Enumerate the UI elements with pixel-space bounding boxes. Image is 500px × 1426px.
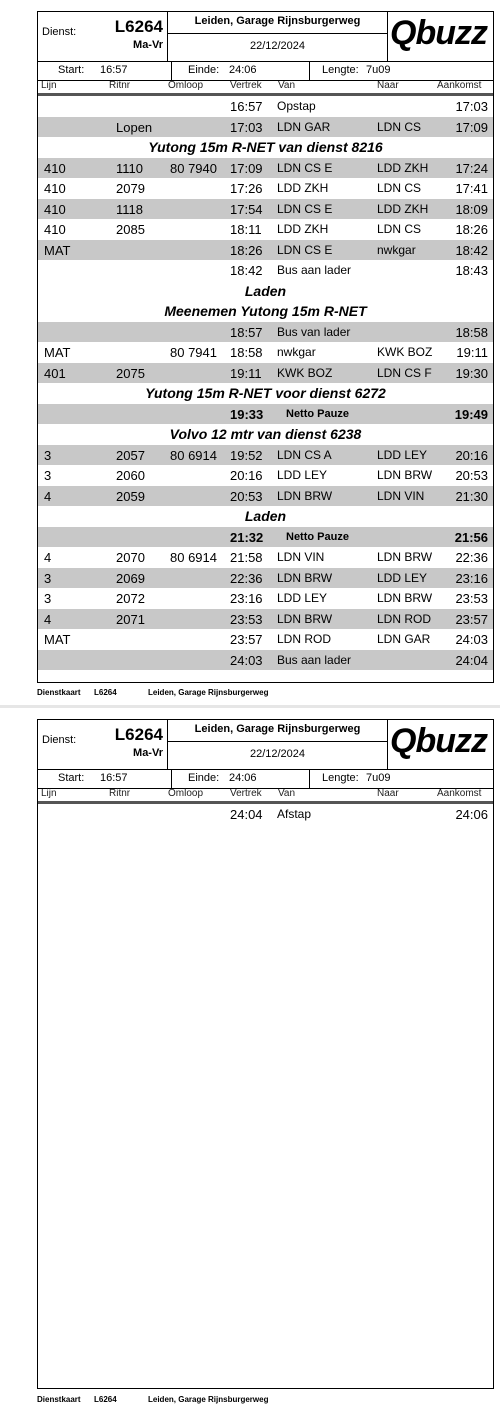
cell-vertrek: 21:32 xyxy=(230,529,264,545)
col-lijn: Lijn xyxy=(41,80,57,91)
service-date: 22/12/2024 xyxy=(249,748,306,760)
schedule-rows xyxy=(38,96,493,670)
cell-aankomst: 18:09 xyxy=(455,201,488,217)
cell-aankomst: 19:11 xyxy=(456,345,488,360)
cell-aankomst: 24:04 xyxy=(455,652,488,668)
section-header: Meenemen Yutong 15m R-NET xyxy=(164,303,367,319)
col-van: Van xyxy=(278,80,296,91)
table-row xyxy=(38,158,493,179)
cell-naar: LDD ZKH xyxy=(377,160,429,175)
cell-lijn: 410 xyxy=(44,181,66,196)
table-row xyxy=(38,260,493,281)
table-row xyxy=(38,609,493,630)
cell-van: KWK BOZ xyxy=(277,365,333,380)
table-row xyxy=(38,117,493,138)
cell-naar: LDN BRW xyxy=(377,550,433,564)
cell-aankomst: 23:57 xyxy=(455,611,488,627)
cell-vertrek: 17:54 xyxy=(230,201,263,217)
col-omloop: Omloop xyxy=(168,788,204,799)
cell-lijn: 410 xyxy=(44,160,66,176)
cell-aankomst: 22:36 xyxy=(455,550,488,565)
service-date: 22/12/2024 xyxy=(249,40,306,52)
cell-vertrek: 24:04 xyxy=(230,807,263,822)
cell-ritnr: 2079 xyxy=(116,181,145,196)
cell-vertrek: 18:58 xyxy=(230,345,263,360)
section-header: Volvo 12 mtr van dienst 6238 xyxy=(169,426,362,442)
col-naar: Naar xyxy=(377,80,399,91)
cell-naar: LDD LEY xyxy=(377,570,428,585)
page-1 xyxy=(0,0,500,705)
page-2 xyxy=(0,708,500,1413)
cell-van: Bus van lader xyxy=(277,324,351,339)
cell-aankomst: 20:53 xyxy=(455,468,488,483)
cell-vertrek: 23:16 xyxy=(230,591,263,606)
table-row xyxy=(38,465,493,486)
section-header: Laden xyxy=(244,282,287,299)
col-aankomst: Aankomst xyxy=(437,80,482,91)
cell-pause-label: Netto Pauze xyxy=(286,530,349,543)
col-ritnr: Ritnr xyxy=(109,80,131,91)
cell-aankomst: 18:58 xyxy=(455,324,488,340)
cell-aankomst: 19:30 xyxy=(455,365,488,381)
start-label: Start: xyxy=(58,772,85,784)
cell-naar: LDN CS xyxy=(377,222,422,236)
cell-lijn: MAT xyxy=(44,242,71,258)
cell-van: LDN CS A xyxy=(277,447,332,462)
cell-aankomst: 23:16 xyxy=(455,570,488,586)
cell-aankomst: 24:03 xyxy=(455,632,488,647)
einde-label: Einde: xyxy=(188,64,220,76)
section-header: Laden xyxy=(244,508,287,524)
cell-vertrek: 18:57 xyxy=(230,324,263,340)
col-aankomst: Aankomst xyxy=(437,788,482,799)
cell-aankomst: 21:30 xyxy=(455,488,488,504)
cell-ritnr: 2085 xyxy=(116,222,145,237)
cell-lijn: 4 xyxy=(44,550,52,565)
start-value: 16:57 xyxy=(100,772,128,784)
time-summary xyxy=(38,770,493,789)
cell-van: LDN BRW xyxy=(277,611,333,626)
cell-aankomst: 20:16 xyxy=(455,447,488,463)
garage-name: Leiden, Garage Rijnsburgerweg xyxy=(168,15,387,34)
cell-lijn: 4 xyxy=(44,488,52,504)
cell-aankomst: 21:56 xyxy=(454,529,488,545)
cell-aankomst: 17:24 xyxy=(455,160,488,176)
einde-label: Einde: xyxy=(188,772,220,784)
table-row xyxy=(38,650,493,671)
col-omloop: Omloop xyxy=(168,80,204,91)
lengte-label: Lengte: xyxy=(322,772,359,784)
cell-ritnr: 2072 xyxy=(116,591,145,606)
cell-aankomst: 17:41 xyxy=(455,181,488,196)
column-headers xyxy=(38,789,493,804)
cell-omloop: 80 7941 xyxy=(170,345,217,360)
cell-van: LDN BRW xyxy=(277,570,333,585)
dienstkaart-card xyxy=(37,719,494,1389)
dienst-days: Ma-Vr xyxy=(133,39,163,51)
time-summary xyxy=(38,62,493,81)
cell-aankomst: 19:49 xyxy=(454,406,488,422)
footer-code: L6264 xyxy=(94,688,117,697)
cell-van: LDN CS E xyxy=(277,242,333,257)
dienst-code: L6264 xyxy=(114,725,163,744)
table-row xyxy=(38,199,493,220)
cell-lijn: 3 xyxy=(44,591,52,606)
cell-vertrek: 23:57 xyxy=(230,632,263,647)
cell-van: Bus aan lader xyxy=(277,652,352,667)
dienst-label: Dienst: xyxy=(42,26,77,38)
cell-vertrek: 23:53 xyxy=(230,611,263,627)
cell-aankomst: 24:06 xyxy=(455,807,488,822)
cell-lijn: 3 xyxy=(44,447,52,463)
qbuzz-logo: Qbuzz xyxy=(390,722,487,760)
cell-lijn: 401 xyxy=(44,365,66,381)
cell-vertrek: 19:11 xyxy=(230,365,262,381)
cell-van: LDD LEY xyxy=(277,591,328,605)
card-header xyxy=(38,12,493,62)
section-header: Yutong 15m R-NET van dienst 8216 xyxy=(148,139,383,155)
cell-aankomst: 17:09 xyxy=(455,119,488,135)
cell-aankomst: 17:03 xyxy=(455,99,488,114)
col-van: Van xyxy=(278,788,296,799)
lengte-value: 7u09 xyxy=(366,772,391,784)
cell-aankomst: 23:53 xyxy=(455,591,488,606)
location-box xyxy=(168,12,388,61)
cell-pause-label: Netto Pauze xyxy=(286,407,349,420)
cell-ritnr: 2060 xyxy=(116,468,145,483)
location-box xyxy=(168,720,388,769)
cell-van: LDN CS E xyxy=(277,201,333,216)
table-row xyxy=(38,547,493,568)
cell-ritnr: 2069 xyxy=(116,570,145,586)
start-label: Start: xyxy=(58,64,85,76)
cell-vertrek: 18:42 xyxy=(230,263,263,278)
cell-van: LDD LEY xyxy=(277,468,328,482)
table-row xyxy=(38,568,493,589)
table-row xyxy=(38,96,493,117)
col-lijn: Lijn xyxy=(41,788,57,799)
cell-vertrek: 18:11 xyxy=(230,222,262,237)
cell-naar: nwkgar xyxy=(377,242,416,257)
cell-ritnr: Lopen xyxy=(116,119,153,135)
dienst-code: L6264 xyxy=(114,17,163,36)
cell-ritnr: 1118 xyxy=(116,201,143,217)
dienstkaart-card xyxy=(37,11,494,683)
cell-ritnr: 2057 xyxy=(116,447,145,463)
table-row xyxy=(38,629,493,650)
pause-row xyxy=(38,404,493,425)
cell-naar: LDN VIN xyxy=(377,488,425,503)
table-row xyxy=(38,363,493,384)
cell-van: LDN ROD xyxy=(277,632,332,646)
einde-value: 24:06 xyxy=(229,64,257,76)
cell-van: LDN CS E xyxy=(277,160,333,175)
table-row xyxy=(38,486,493,507)
cell-naar: KWK BOZ xyxy=(377,345,433,359)
cell-vertrek: 19:52 xyxy=(230,447,263,463)
cell-van: nwkgar xyxy=(277,345,316,359)
cell-lijn: MAT xyxy=(44,632,71,647)
garage-name: Leiden, Garage Rijnsburgerweg xyxy=(168,723,387,742)
cell-aankomst: 18:26 xyxy=(455,222,488,237)
cell-omloop: 80 6914 xyxy=(170,550,217,565)
dienst-days: Ma-Vr xyxy=(133,747,163,759)
footer-label: Dienstkaart xyxy=(37,688,81,697)
table-row xyxy=(38,240,493,261)
cell-naar: LDN CS xyxy=(377,119,422,134)
cell-vertrek: 22:36 xyxy=(230,570,263,586)
footer-label: Dienstkaart xyxy=(37,1395,81,1404)
cell-vertrek: 17:09 xyxy=(230,160,263,176)
footer-code: L6264 xyxy=(94,1395,117,1404)
cell-ritnr: 1110 xyxy=(116,160,143,176)
cell-van: Bus aan lader xyxy=(277,263,352,277)
card-header xyxy=(38,720,493,770)
start-value: 16:57 xyxy=(100,64,128,76)
cell-naar: LDD LEY xyxy=(377,447,428,462)
cell-ritnr: 2059 xyxy=(116,488,145,504)
cell-lijn: MAT xyxy=(44,345,71,360)
cell-ritnr: 2075 xyxy=(116,365,145,381)
table-row xyxy=(38,804,493,825)
table-row xyxy=(38,322,493,343)
cell-naar: LDN BRW xyxy=(377,468,433,482)
cell-vertrek: 20:16 xyxy=(230,468,263,483)
lengte-value: 7u09 xyxy=(366,64,391,76)
cell-ritnr: 2070 xyxy=(116,550,145,565)
cell-naar: LDN CS xyxy=(377,181,422,195)
cell-vertrek: 24:03 xyxy=(230,652,263,668)
lengte-label: Lengte: xyxy=(322,64,359,76)
cell-lijn: 3 xyxy=(44,570,52,586)
cell-van: Opstap xyxy=(277,99,316,113)
pause-row xyxy=(38,527,493,548)
schedule-rows xyxy=(38,804,493,825)
column-headers xyxy=(38,81,493,96)
dienst-box xyxy=(38,720,168,769)
cell-naar: LDN CS F xyxy=(377,365,432,380)
cell-vertrek: 19:33 xyxy=(230,406,264,422)
einde-value: 24:06 xyxy=(229,772,257,784)
cell-vertrek: 17:03 xyxy=(230,119,263,135)
col-vertrek: Vertrek xyxy=(230,80,262,91)
cell-omloop: 80 7940 xyxy=(170,160,217,176)
section-header: Yutong 15m R-NET voor dienst 6272 xyxy=(145,385,386,401)
cell-aankomst: 18:42 xyxy=(455,242,488,258)
dienst-label: Dienst: xyxy=(42,734,77,746)
cell-naar: LDD ZKH xyxy=(377,201,429,216)
table-row xyxy=(38,445,493,466)
cell-lijn: 4 xyxy=(44,611,52,627)
cell-vertrek: 20:53 xyxy=(230,488,263,504)
cell-van: LDN BRW xyxy=(277,488,333,503)
footer-place: Leiden, Garage Rijnsburgerweg xyxy=(148,688,269,697)
cell-vertrek: 17:26 xyxy=(230,181,263,196)
cell-lijn: 410 xyxy=(44,201,66,217)
qbuzz-logo: Qbuzz xyxy=(390,14,487,52)
dienst-box xyxy=(38,12,168,61)
cell-van: LDD ZKH xyxy=(277,222,329,236)
cell-lijn: 3 xyxy=(44,468,52,483)
cell-van: Afstap xyxy=(277,807,312,821)
table-row xyxy=(38,588,493,609)
cell-omloop: 80 6914 xyxy=(170,447,217,463)
cell-vertrek: 16:57 xyxy=(230,99,263,114)
cell-van: LDD ZKH xyxy=(277,181,329,195)
cell-ritnr: 2071 xyxy=(116,611,145,627)
cell-naar: LDN BRW xyxy=(377,591,433,605)
table-row xyxy=(38,178,493,199)
col-ritnr: Ritnr xyxy=(109,788,131,799)
cell-vertrek: 18:26 xyxy=(230,242,263,258)
cell-aankomst: 18:43 xyxy=(455,263,488,278)
cell-naar: LDN ROD xyxy=(377,611,432,626)
cell-van: LDN GAR xyxy=(277,119,331,134)
cell-lijn: 410 xyxy=(44,222,66,237)
cell-naar: LDN GAR xyxy=(377,632,431,646)
cell-vertrek: 21:58 xyxy=(230,550,263,565)
col-naar: Naar xyxy=(377,788,399,799)
col-vertrek: Vertrek xyxy=(230,788,262,799)
footer-place: Leiden, Garage Rijnsburgerweg xyxy=(148,1395,269,1404)
table-row xyxy=(38,342,493,363)
cell-van: LDN VIN xyxy=(277,550,325,564)
table-row xyxy=(38,219,493,240)
